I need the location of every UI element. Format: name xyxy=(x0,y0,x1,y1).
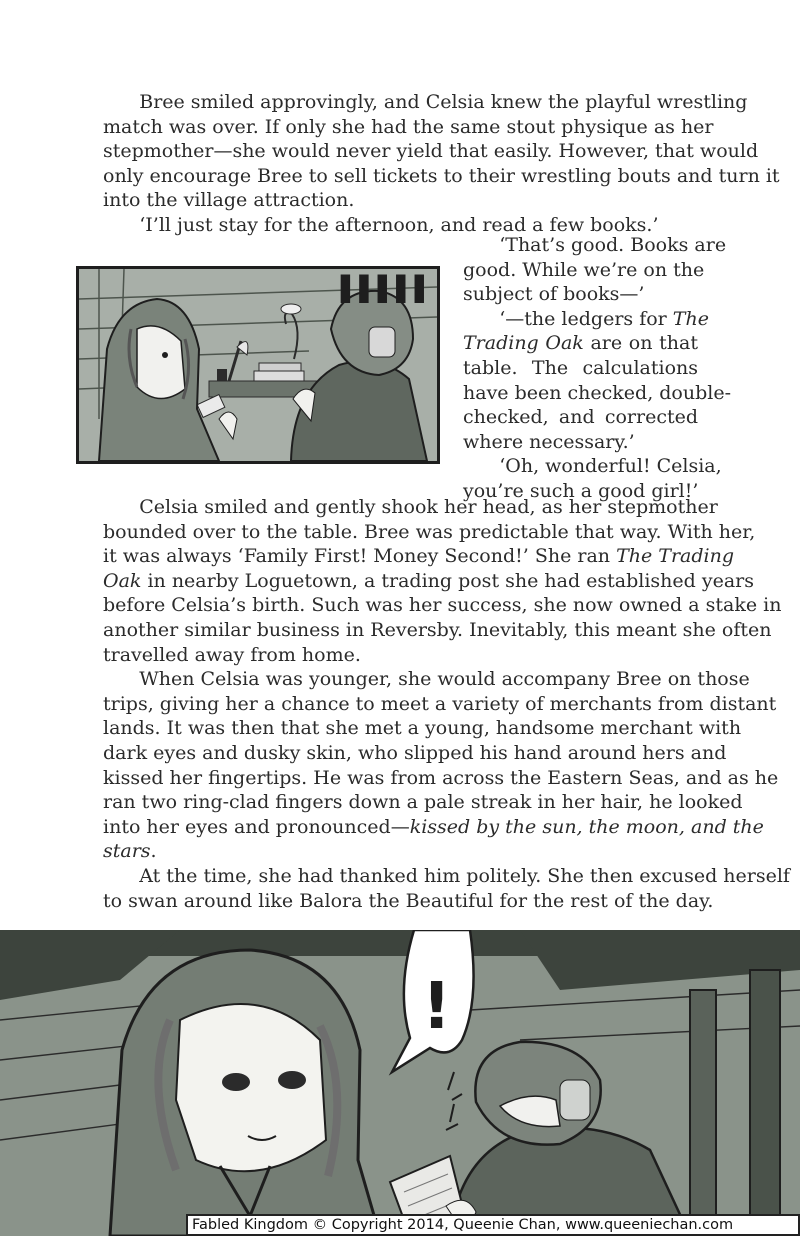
text-line xyxy=(463,233,727,258)
text-line xyxy=(463,307,709,332)
text-segment: . xyxy=(150,840,157,863)
speech-bubble-text: ! xyxy=(422,970,452,1044)
text-line xyxy=(103,643,698,668)
text-segment: it was always ‘Family First! Money Second!’ She ran xyxy=(103,545,617,568)
text-line xyxy=(103,520,756,545)
text-segment: checked, and corrected xyxy=(463,406,698,429)
text-line xyxy=(103,593,782,618)
text-segment: to swan around like Balora the Beautiful for the rest of the day. xyxy=(103,889,714,912)
text-segment: before Celsia’s birth. Such was her success, she now owned a stake in xyxy=(103,594,782,617)
text-italic-segment: The xyxy=(672,307,709,330)
text-line xyxy=(463,258,705,283)
text-segment: ran two ring-clad fingers down a pale streak in her hair, he looked xyxy=(103,791,743,814)
text-line xyxy=(103,569,754,594)
manga-panel-large xyxy=(0,930,800,1236)
text-line xyxy=(103,815,764,840)
text-segment: subject of books—’ xyxy=(463,283,645,306)
text-segment: only encourage Bree to sell tickets to their wrestling bouts and turn it xyxy=(103,164,780,187)
text-line xyxy=(463,331,698,356)
text-segment: are on that xyxy=(583,332,698,355)
text-line xyxy=(103,164,780,189)
text-line xyxy=(103,618,772,643)
text-line xyxy=(103,864,790,889)
text-line xyxy=(103,139,759,164)
text-italic-segment: stars xyxy=(103,840,151,863)
text-line xyxy=(103,839,698,864)
text-italic-segment: Oak xyxy=(103,569,142,592)
text-segment: bounded over to the table. Bree was predictable that way. With her, xyxy=(103,520,756,543)
text-segment: have been checked, double- xyxy=(463,381,732,404)
text-segment: travelled away from home. xyxy=(103,643,361,666)
text-segment: Bree smiled approvingly, and Celsia knew the playful wrestling xyxy=(103,91,748,113)
text-line xyxy=(103,667,750,692)
text-segment: another similar business in Reversby. Inevitably, this meant she often xyxy=(103,619,772,641)
text-line xyxy=(103,716,742,741)
text-line xyxy=(463,430,698,455)
text-segment: you’re such a good girl!’ xyxy=(463,480,699,502)
text-segment: table. The calculations xyxy=(463,357,698,379)
text-segment: where necessary.’ xyxy=(463,430,635,453)
text-segment: ‘—the ledgers for xyxy=(463,307,673,330)
text-segment: lands. It was then that she met a young, handsome merchant with xyxy=(103,717,742,740)
text-segment: into the village attraction. xyxy=(103,189,355,212)
text-line xyxy=(103,90,748,115)
text-segment: ‘That’s good. Books are xyxy=(463,234,727,256)
text-line xyxy=(463,405,698,430)
text-segment: ‘Oh, wonderful! Celsia, xyxy=(463,455,722,478)
sfx-marks: ▌▌▌▌▌ xyxy=(341,275,434,303)
text-segment: into her eyes and pronounced— xyxy=(103,815,410,838)
manga-panel-small xyxy=(76,266,440,464)
text-italic-segment: Trading Oak xyxy=(463,332,584,355)
text-line xyxy=(103,115,714,140)
text-segment: ‘I’ll just stay for the afternoon, and read a few books.’ xyxy=(103,214,659,236)
text-segment: in nearby Loguetown, a trading post she had established years xyxy=(141,569,754,592)
text-segment: match was over. If only she had the same stout physique as her xyxy=(103,115,714,138)
text-line xyxy=(103,889,714,914)
text-italic-segment: The Trading xyxy=(616,545,735,568)
text-line xyxy=(103,766,779,791)
text-line xyxy=(103,495,718,520)
text-line xyxy=(103,790,743,815)
text-segment: good. While we’re on the xyxy=(463,258,705,281)
text-line xyxy=(103,692,777,717)
text-segment: When Celsia was younger, she would accompany Bree on those xyxy=(103,668,750,691)
text-line xyxy=(463,381,732,406)
text-segment: At the time, she had thanked him politely. She then excused herself xyxy=(103,865,790,887)
panel-small-art xyxy=(79,269,437,461)
text-line xyxy=(103,188,698,213)
text-segment: kissed her fingertips. He was from across the Eastern Seas, and as he xyxy=(103,766,779,789)
text-line xyxy=(103,544,735,569)
text-line xyxy=(463,454,722,479)
copyright-notice: Fabled Kingdom © Copyright 2014, Queenie Chan, www.queeniechan.com xyxy=(186,1214,800,1236)
text-italic-segment: kissed by the sun, the moon, and the xyxy=(409,815,764,838)
text-segment: Celsia smiled and gently shook her head, as her stepmother xyxy=(103,496,718,518)
text-line xyxy=(463,356,698,381)
text-segment: stepmother—she would never yield that easily. However, that would xyxy=(103,140,759,163)
text-line xyxy=(463,282,698,307)
text-segment: dark eyes and dusky skin, who slipped his hand around hers and xyxy=(103,742,727,764)
text-segment: trips, giving her a chance to meet a variety of merchants from distant xyxy=(103,692,777,715)
text-line xyxy=(103,741,727,766)
panel-large-art xyxy=(0,930,800,1236)
